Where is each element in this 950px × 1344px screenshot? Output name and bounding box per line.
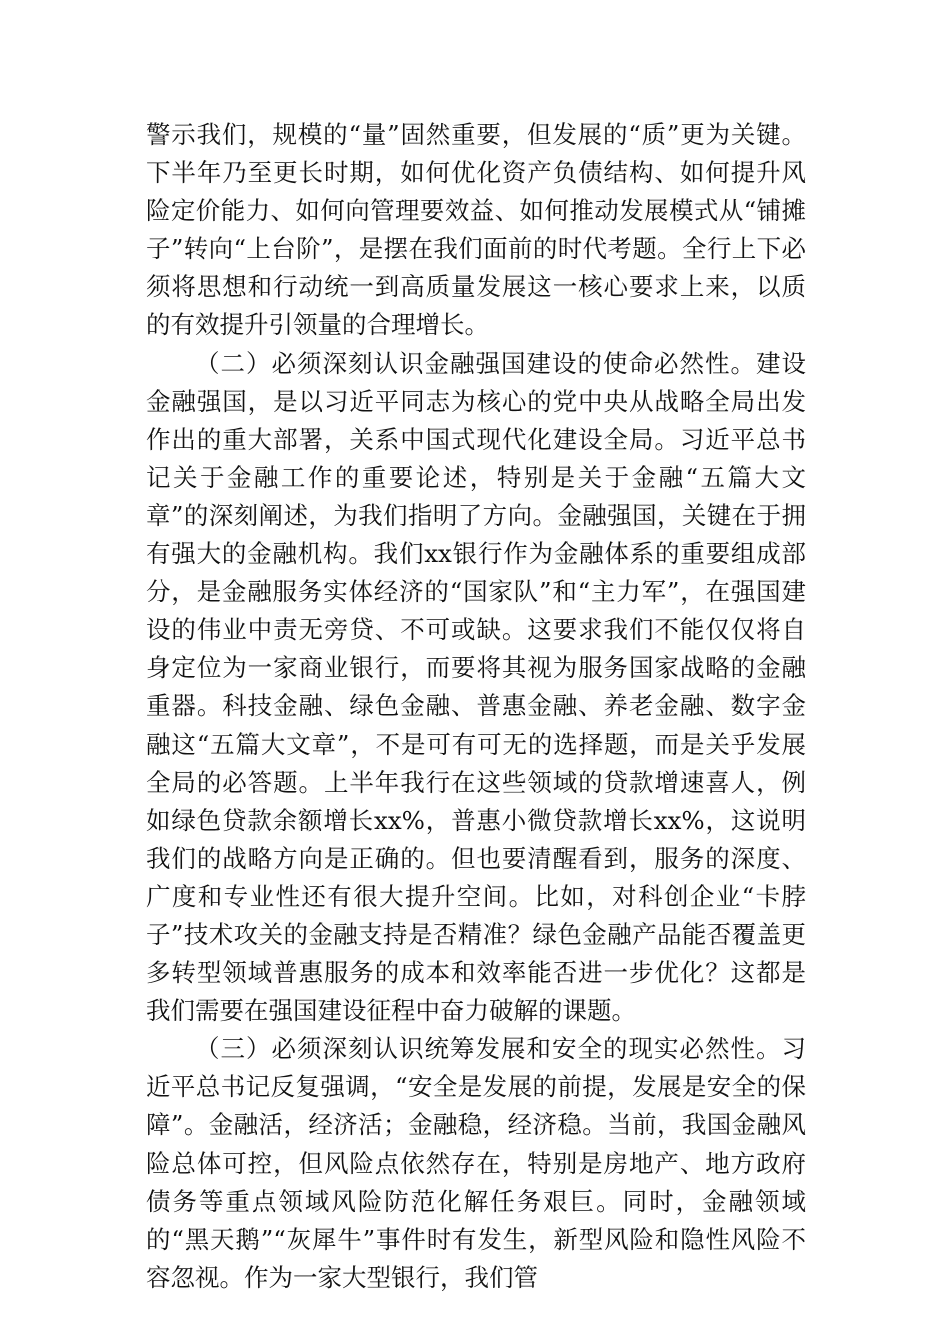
paragraph-continuation: 警示我们，规模的“量”固然重要，但发展的“质”更为关键。下半年乃至更长时期，如何优化资产负债结构、如何提升风险定价能力、如何向管理要效益、如何推动发展模式从“铺摊子”转向“上台阶”，是摆在我们面前的时代考题。全行上下必须将思想和行动统一到高质量发展这一核心要求上来，以质的有效提升引领量的合理增长。 [146,120,806,340]
document-body [146,116,806,1297]
paragraph-section-2: （二）必须深刻认识金融强国建设的使命必然性。建设金融强国，是以习近平同志为核心的党中央从战略全局出发作出的重大部署，关系中国式现代化建设全局。习近平总书记关于金融工作的重要论述，特别是关于金融“五篇大文章”的深刻阐述，为我们指明了方向。金融强国，关键在于拥有强大的金融机构。我们xx银行作为金融体系的重要组成部分，是金融服务实体经济的“国家队”和“主力军”，在强国建设的伟业中责无旁贷、不可或缺。这要求我们不能仅仅将自身定位为一家商业银行，而要将其视为服务国家战略的金融重器。科技金融、绿色金融、普惠金融、养老金融、数字金融这“五篇大文章”，不是可有可无的选择题，而是关乎发展全局的必答题。上半年我行在这些领域的贷款增速喜人，例如绿色贷款余额增长xx%，普惠小微贷款增长xx%，这说明我们的战略方向是正确的。但也要清醒看到，服务的深度、广度和专业性还有很大提升空间。比如，对科创企业“卡脖子”技术攻关的金融支持是否精准？绿色金融产品能否覆盖更多转型领域普惠服务的成本和效率能否进一步优化？这都是我们需要在强国建设征程中奋力破解的课题。 [146,348,806,1026]
paragraph-section-3: （三）必须深刻认识统筹发展和安全的现实必然性。习近平总书记反复强调，“安全是发展的前提，发展是安全的保障”。金融活，经济活；金融稳，经济稳。当前，我国金融风险总体可控，但风险点依然存在，特别是房地产、地方政府债务等重点领域风险防范化解任务艰巨。同时，金融领域的“黑天鹅”“灰犀牛”事件时有发生，新型风险和隐性风险不容忽视。作为一家大型银行，我们管 [146,1034,806,1292]
